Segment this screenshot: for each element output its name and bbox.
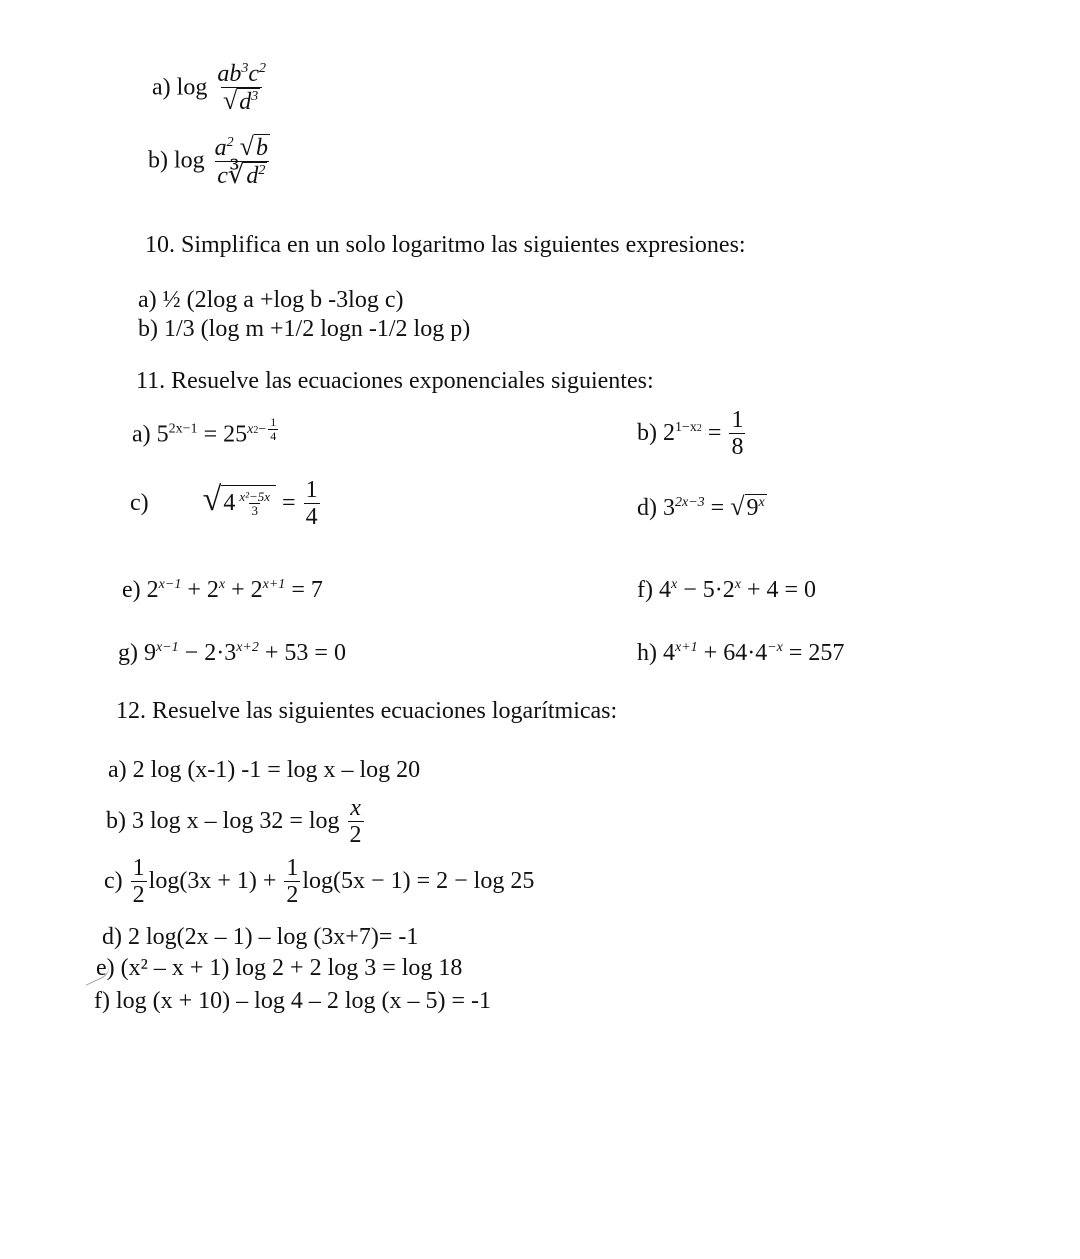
q11-title: 11. Resuelve las ecuaciones exponenciales siguientes: <box>136 368 654 394</box>
q12-item-f: f) log (x + 10) – log 4 – 2 log (x – 5) = -1 <box>94 988 492 1014</box>
q12-item-c: c) $\frac{1}{2}$ log(3x + 1) + $\frac{1}{2}$ log(5x − 1) = 2 − log 25 <box>104 855 535 909</box>
q12-item-e: e) (x² – x + 1) log 2 + 2 log 3 = log 18 <box>96 955 463 981</box>
q10-item-a: a) ½ (2log a +log b -3log c) <box>138 287 404 313</box>
q11-item-c: c) √4 $\frac{\text{x²−5x}}{3}$ = $\frac{1}{4}$ <box>130 477 318 531</box>
q12-title: 12. Resuelve las siguientes ecuaciones logarítmicas: <box>116 698 618 724</box>
q11-item-h: h) $4^{x+1} + 64\cdot 4^{-x} = 257$ <box>637 640 845 666</box>
prev-a-fraction: $\frac{ab^3c^2}{√d^3}$ <box>217 61 266 116</box>
q12-item-a: a) 2 log (x-1) -1 = log x – log 20 <box>108 757 421 783</box>
q11-item-d: d) $3^{2x-3} = √9^x$ <box>637 492 765 521</box>
q11-item-f: f) $4^x - 5\cdot 2^x + 4 = 0$ <box>637 577 817 603</box>
prev-item-a: a) log $\frac{ab^3c^2}{√d^3}$ <box>152 61 266 116</box>
q12-item-d: d) 2 log(2x – 1) – log (3x+7)= -1 <box>102 924 419 950</box>
q11-item-a: a) $5^{2x-1} = 25^{x2- \frac{1}{4}}$ <box>132 415 277 448</box>
prev-b-fraction: $\frac{a^2 √b}{c∛d^2}$ <box>214 132 268 190</box>
q12-item-b: b) 3 log x – log 32 = log $\frac{x}{2}$ <box>106 795 362 849</box>
q11-item-e: e) $2^{x-1} + 2^x + 2^{x+1} = 7$ <box>122 577 323 603</box>
q10-title: 10. Simplifica en un solo logaritmo las siguientes expresiones: <box>145 232 746 258</box>
q11-item-b: b) $2^{1-x2}$ = $\frac{1}{8}$ <box>637 407 744 461</box>
q11-item-g: g) $9^{x-1} - 2\cdot 3^{x+2} + 53 = 0$ <box>118 640 346 666</box>
q10-item-b: b) 1/3 (log m +1/2 logn -1/2 log p) <box>138 316 471 342</box>
prev-item-b: b) log $\frac{a^2 √b}{c∛d^2}$ <box>148 134 274 190</box>
